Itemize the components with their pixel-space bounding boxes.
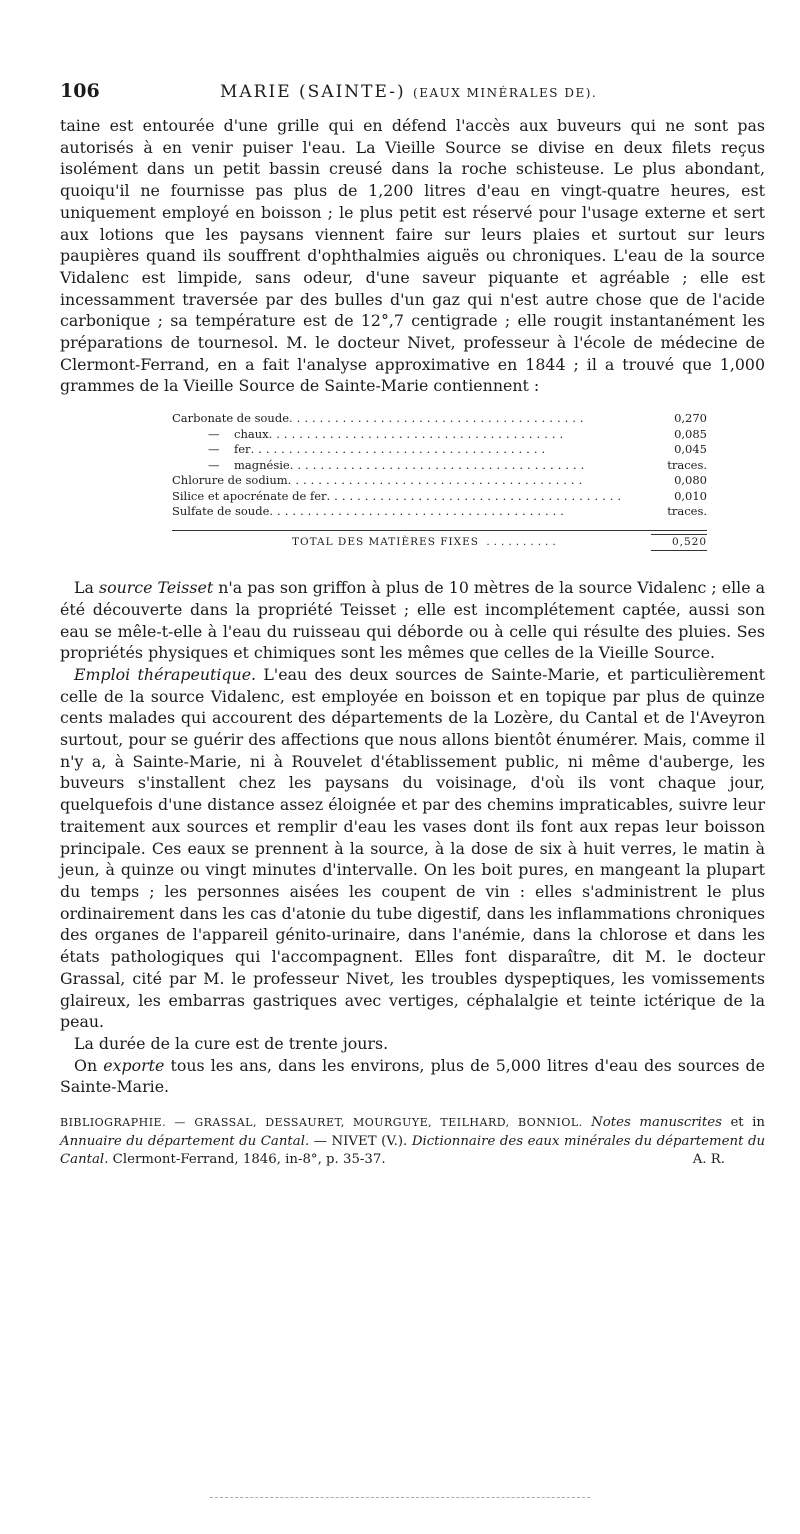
row-label: Carbonate de soude [172, 411, 290, 426]
paragraph-5 [60, 1055, 765, 1098]
paragraph-4: La durée de la cure est de trente jours. [74, 1033, 389, 1053]
row-value: 0,045 [674, 442, 707, 457]
row-value: traces. [667, 457, 707, 472]
table-total-row: TOTAL DES MATIÈRES FIXES .......... 0,520 [172, 530, 707, 552]
paragraph-3 [60, 664, 765, 1033]
table-row: — chaux....................................... 0,085 [208, 426, 707, 441]
row-value: traces. [667, 504, 707, 519]
row-label: magnésie [234, 457, 290, 472]
paragraph-1: taine est entourée d'une grille qui en défend l'accès aux buveurs qui ne sont pas autorisés à en venir puiser l'eau. La Vieille Source se divise en deux filets reçus isolément dans un petit bassin creusé dans la roche schisteuse. Le plus abondant, quoiqu'il ne fournisse pas plus de 1,200 litres d'eau en vingt-quatre heures, est uniquement employé en boisson ; le plus petit est réservé pour l'usage externe et sert aux lotions que les paysans viennent faire sur leurs plaies et surtout sur leurs paupières quand ils souffrent d'ophthalmies aiguës ou chroniques. L'eau de la source Vidalenc est limpide, sans odeur, d'une saveur piquante et agréable ; elle est incessamment traversée par des bulles d'un gaz qui n'est autre chose que de l'acide carbonique ; sa température est de 12°,7 centigrade ; elle rougit instantanément les préparations de tournesol. M. le docteur Nivet, professeur à l'école de médecine de Clermont-Ferrand, en a fait l'analyse approximative en 1844 ; il a trouvé que 1,000 grammes de la Vieille Source de Sainte-Marie contiennent : [60, 116, 765, 396]
table-row: Carbonate de soude....................................... 0,270 [172, 411, 707, 426]
table-row: — magnésie....................................... traces. [208, 457, 707, 472]
p2-rest: n'a pas son griffon à plus de 10 mètres de la source Vidalenc ; elle a été découverte dans la propriété Teisset ; elle est incomplétement captée, aussi son eau se mêle-t-elle à l'eau du ruisseau qui déborde ou à celle qui résulte des pluies. Ses propriétés physiques et chimiques sont les mêmes que celles de la Vieille Source. [60, 578, 765, 663]
running-title-main: MARIE (SAINTE-) [220, 82, 406, 102]
ditto-dash: — [208, 426, 220, 441]
running-title-sub: (EAUX MINÉRALES DE). [413, 86, 598, 100]
table-row: — fer....................................... 0,045 [208, 442, 707, 457]
row-label: fer [234, 442, 251, 457]
biblio-mid-2: — NIVET (V.). [313, 1133, 408, 1149]
ditto-dash: — [208, 457, 220, 472]
author-signature: A. R. [692, 1152, 725, 1168]
p2-lead: La [74, 578, 94, 598]
p5-lead: On [74, 1055, 98, 1075]
page-header [60, 80, 760, 108]
biblio-title-1: Notes manuscrites [591, 1115, 722, 1131]
table-row: Sulfate de soude....................................... traces. [172, 504, 707, 519]
biblio-label: BIBLIOGRAPHIE. — [60, 1116, 186, 1130]
table-row: Silice et apocrénate de fer....................................... 0,010 [172, 488, 707, 503]
biblio-tail: Clermont-Ferrand, 1846, in-8°, p. 35-37. [112, 1152, 386, 1168]
row-label: Sulfate de soude [172, 504, 270, 519]
running-title [220, 82, 597, 102]
page-number: 106 [60, 80, 100, 102]
row-value: 0,085 [674, 426, 707, 441]
p3-rest: L'eau des deux sources de Sainte-Marie, et particulièrement celle de la source Vidalenc, est employée en boisson et en topique par plus de quinze cents malades qui accourent des départements de la Lozère, du Cantal et de l'Aveyron surtout, pour se guérir des affections que nous allons bientôt énumérer. Mais, comme il n'y a, à Sainte-Marie, ni à Rouvelet d'établissement public, ni même d'auberge, les buveurs s'installent chez les paysans du voisinage, d'où ils vont chaque jour, quelquefois d'une distance assez éloignée et par des chemins impraticables, suivre leur traitement aux sources et remplir d'eau les vases dont ils font aux repas leur boisson principale. Ces eaux se prennent à la source, à la dose de six à huit verres, le matin à jeun, à quinze ou vingt minutes d'intervalle. On les boit pures, en mangeant la plupart du temps ; les personnes aisées les coupent de vin : elles s'administrent le plus ordinairement dans les cas d'atonie du tube digestif, dans les inflammations chroniques des organes de l'appareil génito-urinaire, dans l'anémie, dans la chlorose et dans les états pathologiques qui l'accompagnent. Elles font disparaître, dit M. le docteur Grassal, cité par M. le professeur Nivet, les troubles dyspeptiques, les vomissements glaireux, les embarras gastriques avec vertiges, céphalalgie et teinte ictérique de la peau. [60, 664, 765, 1032]
footer-rule [210, 1497, 590, 1498]
row-label: Silice et apocrénate de fer [172, 488, 327, 503]
paragraph-2 [60, 577, 765, 664]
row-label: Chlorure de sodium [172, 473, 288, 488]
row-value: 0,080 [674, 473, 707, 488]
body-text [60, 115, 765, 1170]
bibliography [60, 1114, 765, 1170]
ditto-dash: — [208, 442, 220, 457]
table-row: Chlorure de sodium....................................... 0,080 [172, 473, 707, 488]
p5-emphasis: exporte [103, 1055, 165, 1075]
biblio-mid-1: et in [730, 1115, 765, 1131]
biblio-title-3: Dictionnaire des eaux minérales du département du Cantal. [60, 1133, 766, 1168]
p3-emphasis: Emploi thérapeutique. [74, 664, 257, 684]
biblio-authors: GRASSAL, DESSAURET, MOURGUYE, TEILHARD, BONNIOL. [194, 1116, 583, 1130]
total-value: 0,520 [651, 534, 707, 552]
biblio-title-2: Annuaire du département du Cantal. [60, 1133, 310, 1149]
p2-emphasis: source Teisset [98, 578, 214, 598]
total-label: TOTAL DES MATIÈRES FIXES [292, 535, 479, 548]
p5-rest: tous les ans, dans les environs, plus de 5,000 litres d'eau des sources de Sainte-Marie. [60, 1055, 765, 1097]
row-value: 0,270 [674, 411, 707, 426]
row-value: 0,010 [674, 488, 707, 503]
analysis-table [172, 411, 707, 551]
row-label: chaux [234, 426, 269, 441]
